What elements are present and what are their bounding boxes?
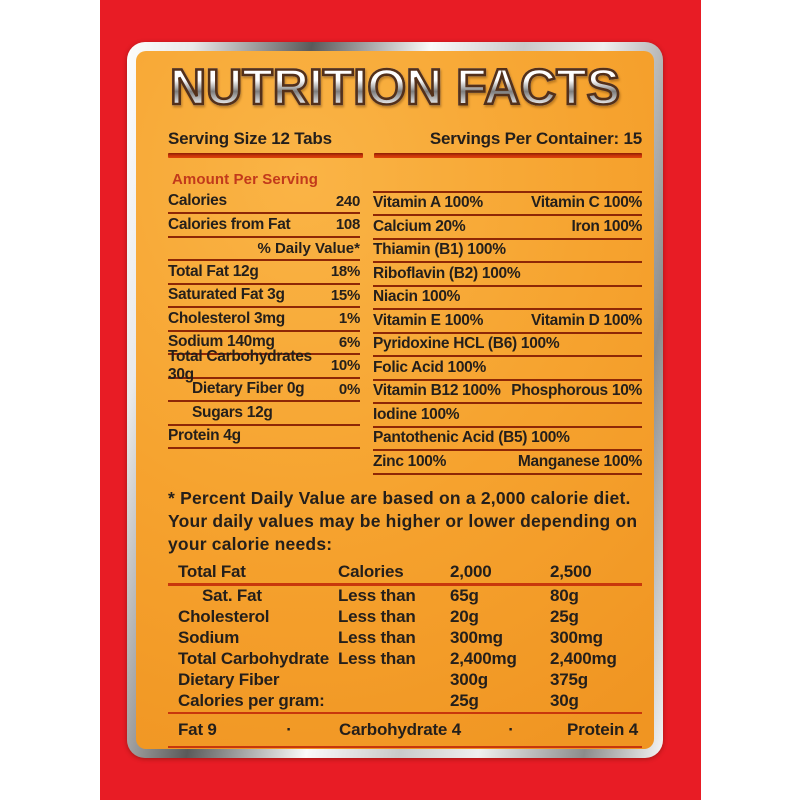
servings-per-container-block bbox=[374, 129, 642, 158]
dv-cell: 300g bbox=[450, 670, 488, 690]
nutrient-row-calories-from-fat bbox=[168, 214, 360, 238]
dv-cell: 300mg bbox=[450, 628, 503, 648]
dv-cell: 375g bbox=[550, 670, 588, 690]
vitamin-right: Phosphorous 10% bbox=[511, 382, 642, 400]
page-title-text: NUTRITION FACTS bbox=[170, 59, 620, 115]
vitamin-row bbox=[373, 216, 642, 240]
nutrient-name: Calories bbox=[168, 192, 227, 210]
nutrient-value: 108 bbox=[335, 216, 360, 234]
dv-cell: 2,400mg bbox=[550, 649, 617, 669]
footnote-line: * Percent Daily Value are based on a 2,000 calorie diet. bbox=[168, 487, 631, 508]
dv-cell: Sodium bbox=[178, 628, 240, 648]
vitamin-left: Thiamin (B1) 100% bbox=[373, 241, 506, 259]
vitamin-left: Pyridoxine HCL (B6) 100% bbox=[373, 335, 560, 353]
vitamin-row bbox=[373, 404, 642, 428]
metallic-frame bbox=[127, 42, 663, 758]
dv-cell: Less than bbox=[338, 607, 416, 627]
vitamin-row bbox=[373, 428, 642, 452]
nutrient-value: 1% bbox=[338, 310, 360, 328]
vitamin-left: Zinc 100% bbox=[373, 452, 447, 470]
dv-cell bbox=[338, 691, 450, 714]
nutrient-name: Total Fat 12g bbox=[168, 262, 259, 280]
nutrient-name: Dietary Fiber 0g bbox=[192, 380, 305, 398]
nutrient-value: 10% bbox=[330, 357, 360, 375]
amount-per-serving-label: Amount Per Serving bbox=[172, 170, 318, 188]
serving-size-block bbox=[168, 129, 363, 158]
nutrient-name: Calories from Fat bbox=[168, 215, 291, 233]
vitamin-row bbox=[373, 451, 642, 475]
page-title bbox=[136, 61, 654, 114]
servings-per-container-underline bbox=[374, 153, 642, 158]
dv-cell: Less than bbox=[338, 649, 416, 669]
daily-value-footnote bbox=[168, 487, 642, 556]
nutrient-row-calories bbox=[168, 191, 360, 215]
vitamin-row bbox=[373, 263, 642, 287]
nutrient-row-dietary-fiber bbox=[168, 379, 360, 403]
nutrient-row-protein bbox=[168, 426, 360, 450]
cpg-fat: Fat 9 bbox=[178, 719, 217, 739]
nutrient-value: 15% bbox=[330, 286, 360, 304]
dv-cell: Calories per gram: bbox=[168, 691, 338, 714]
dv-cell: 25g bbox=[450, 691, 550, 714]
vitamin-row bbox=[373, 310, 642, 334]
vitamin-right: Iron 100% bbox=[571, 217, 642, 235]
dv-header-cell: Total Fat bbox=[168, 562, 338, 586]
dv-header-cell: 2,000 bbox=[450, 562, 550, 586]
serving-size-underline bbox=[168, 153, 363, 158]
dv-cell: Less than bbox=[338, 586, 416, 606]
daily-value-header bbox=[168, 238, 360, 262]
vitamin-left: Vitamin E 100% bbox=[373, 311, 484, 329]
vitamin-left: Folic Acid 100% bbox=[373, 358, 486, 376]
vitamin-row bbox=[373, 240, 642, 264]
vitamin-left: Iodine 100% bbox=[373, 405, 460, 423]
nutrient-value: 6% bbox=[338, 333, 360, 351]
nutrient-columns bbox=[168, 171, 642, 475]
nutrient-name: Sodium 140mg bbox=[168, 333, 275, 351]
daily-values-table bbox=[168, 562, 642, 748]
servings-per-container-label: Servings Per Container: 15 bbox=[429, 128, 642, 148]
cpg-carbohydrate: Carbohydrate 4 bbox=[339, 719, 461, 739]
vitamin-row bbox=[373, 357, 642, 381]
vitamin-left: Niacin 100% bbox=[373, 288, 461, 306]
nutrient-row-total-carbohydrates bbox=[168, 347, 360, 383]
serving-info-row bbox=[168, 129, 642, 158]
dv-cell bbox=[338, 670, 450, 691]
cpg-protein: Protein 4 bbox=[567, 719, 638, 739]
vitamin-left: Calcium 20% bbox=[373, 217, 466, 235]
vitamin-row bbox=[373, 193, 642, 217]
dv-cell: 300mg bbox=[550, 628, 603, 648]
vitamin-row bbox=[373, 381, 642, 405]
vitamin-row bbox=[373, 334, 642, 358]
nutrient-name: Cholesterol 3mg bbox=[168, 309, 285, 327]
dv-header-cell: 2,500 bbox=[550, 562, 642, 586]
vitamin-left: Riboflavin (B2) 100% bbox=[373, 264, 521, 282]
footnote-line: your calorie needs: bbox=[168, 533, 333, 554]
nutrient-row-saturated-fat bbox=[168, 285, 360, 309]
dv-cell: 65g bbox=[450, 586, 479, 606]
vitamin-row bbox=[373, 287, 642, 311]
dv-cell: Less than bbox=[338, 628, 416, 648]
dv-cell: Dietary Fiber bbox=[178, 670, 280, 690]
cpg-separator-dot: · bbox=[508, 719, 514, 739]
daily-values-grid bbox=[168, 562, 642, 714]
dv-cell: 20g bbox=[450, 607, 479, 627]
macro-nutrient-column bbox=[168, 171, 360, 475]
vitamin-right: Vitamin D 100% bbox=[531, 311, 642, 329]
nutrient-name: Sugars 12g bbox=[192, 403, 273, 421]
nutrient-name: Saturated Fat 3g bbox=[168, 286, 285, 304]
calories-per-gram-row bbox=[168, 715, 642, 748]
dv-cell: 30g bbox=[550, 691, 642, 714]
nutrient-row-sugars bbox=[168, 402, 360, 426]
dv-cell: Cholesterol bbox=[178, 607, 270, 627]
dv-cell: Sat. Fat bbox=[202, 586, 262, 606]
dv-cell: 2,400mg bbox=[450, 649, 517, 669]
dv-cell: 25g bbox=[550, 607, 579, 627]
serving-size-label: Serving Size 12 Tabs bbox=[168, 128, 332, 148]
daily-value-header-text: % Daily Value* bbox=[257, 239, 360, 257]
footnote-line: Your daily values may be higher or lower depending on bbox=[168, 510, 638, 531]
vitamin-right: Vitamin C 100% bbox=[531, 194, 642, 212]
nutrient-value: 18% bbox=[330, 263, 360, 281]
dv-header-cell: Calories bbox=[338, 562, 450, 586]
nutrition-label-panel bbox=[136, 51, 654, 749]
vitamin-right: Manganese 100% bbox=[517, 452, 642, 470]
cpg-separator-dot: · bbox=[286, 719, 292, 739]
vitamin-left: Vitamin B12 100% bbox=[373, 382, 501, 400]
nutrient-value: 240 bbox=[335, 192, 360, 210]
nutrient-value: 0% bbox=[338, 380, 360, 398]
nutrient-name: Total Carbohydrates 30g bbox=[168, 347, 312, 383]
vitamin-mineral-column bbox=[373, 191, 642, 475]
dv-cell: 80g bbox=[550, 586, 579, 606]
nutrient-row-total-fat bbox=[168, 261, 360, 285]
vitamin-left: Pantothenic Acid (B5) 100% bbox=[373, 429, 570, 447]
nutrient-name: Protein 4g bbox=[168, 427, 241, 445]
vitamin-left: Vitamin A 100% bbox=[373, 194, 483, 212]
nutrient-row-cholesterol bbox=[168, 308, 360, 332]
dv-cell: Total Carbohydrate bbox=[178, 649, 329, 669]
